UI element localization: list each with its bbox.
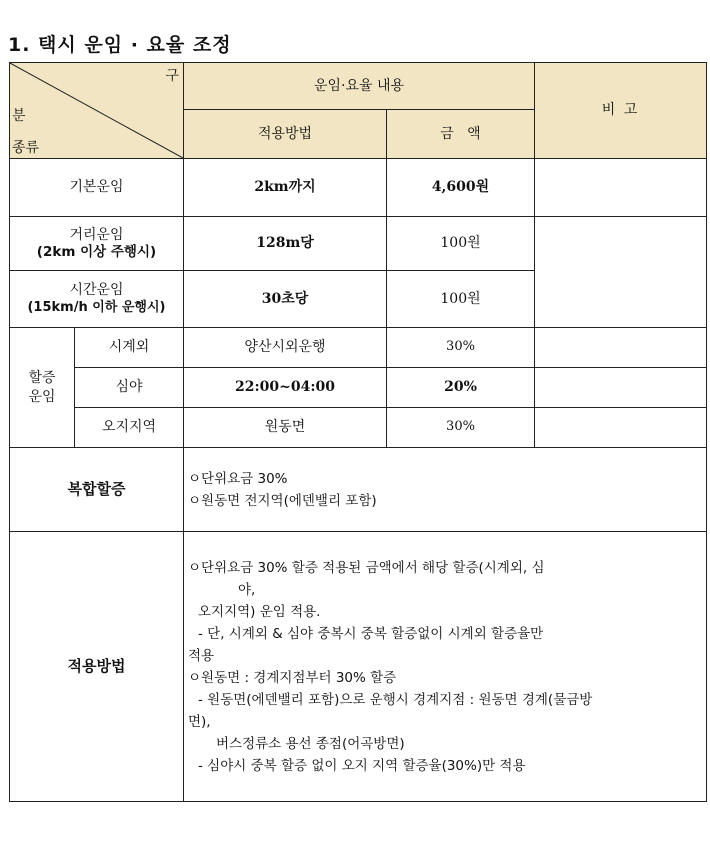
apply-line-2: 야,: [238, 581, 256, 598]
row-outside-remark: [535, 328, 707, 368]
row-outside-label: 시계외: [75, 328, 184, 368]
combined-line-2: ㅇ원동면 전지역(에덴밸리 포함): [188, 492, 377, 509]
header-method: 적용방법: [184, 110, 387, 159]
row-distance-time-remark: [535, 217, 707, 328]
row-time-method: 30초당: [184, 271, 387, 328]
header-content-group: 운임·요율 내용: [184, 63, 535, 110]
row-time-label2: (15km/h 이하 운행시): [27, 299, 166, 315]
row-base-label: 기본운임: [10, 159, 184, 217]
header-jongryu: 종류: [12, 140, 40, 156]
row-base-amount: 4,600원: [387, 159, 535, 217]
page-title: 1. 택시 운임 · 요율 조정: [8, 34, 232, 56]
header-gu: 구: [165, 68, 179, 84]
row-remote-method: 원동면: [184, 408, 387, 448]
apply-line-7: - 원동면(에덴밸리 포함)으로 운행시 경계지점 : 원동면 경계(물금방: [198, 691, 593, 708]
apply-line-10: - 심야시 중복 할증 없이 오지 지역 할증율(30%)만 적용: [198, 757, 526, 774]
header-remark: 비 고: [535, 63, 707, 159]
row-distance-amount: 100원: [387, 217, 535, 271]
row-night-method: 22:00~04:00: [184, 368, 387, 408]
header-diagonal-cell: [10, 63, 184, 159]
row-surcharge-group: 할증 운임: [10, 328, 75, 448]
row-outside-amount: 30%: [387, 328, 535, 368]
combined-content: [184, 448, 707, 532]
row-base-method: 2km까지: [184, 159, 387, 217]
apply-line-6: ㅇ원동면 : 경계지점부터 30% 할증: [188, 669, 397, 686]
row-outside-method: 양산시외운행: [184, 328, 387, 368]
row-remote-amount: 30%: [387, 408, 535, 448]
apply-label: 적용방법: [10, 532, 184, 802]
row-distance-label1: 거리운임: [69, 226, 124, 243]
apply-line-9: 버스정류소 용선 종점(어곡방면): [216, 735, 405, 752]
apply-line-8: 면),: [188, 713, 211, 730]
combined-line-1: ㅇ단위요금 30%: [188, 470, 288, 487]
row-night-remark: [535, 368, 707, 408]
header-amount: 금 액: [387, 110, 535, 159]
row-remote-remark: [535, 408, 707, 448]
row-night-label: 심야: [75, 368, 184, 408]
apply-line-5: 적용: [188, 647, 215, 664]
row-time-label: [10, 271, 184, 328]
row-time-amount: 100원: [387, 271, 535, 328]
row-distance-label2: (2km 이상 주행시): [36, 243, 157, 260]
row-base-remark: [535, 159, 707, 217]
apply-line-4: - 단, 시계외 & 심야 중복시 중복 할증없이 시계외 할증율만: [198, 625, 544, 642]
apply-content: [184, 532, 707, 802]
apply-line-3: 오지지역) 운임 적용.: [198, 603, 321, 620]
header-bun: 분: [12, 108, 26, 124]
row-distance-label: [10, 217, 184, 271]
row-night-amount: 20%: [387, 368, 535, 408]
combined-label: 복합할증: [10, 448, 184, 532]
row-time-label1: 시간운임: [69, 282, 124, 299]
fare-table: [9, 62, 707, 802]
row-distance-method: 128m당: [184, 217, 387, 271]
apply-line-1: ㅇ단위요금 30% 할증 적용된 금액에서 해당 할증(시계외, 심: [188, 559, 545, 576]
row-remote-label: 오지지역: [75, 408, 184, 448]
